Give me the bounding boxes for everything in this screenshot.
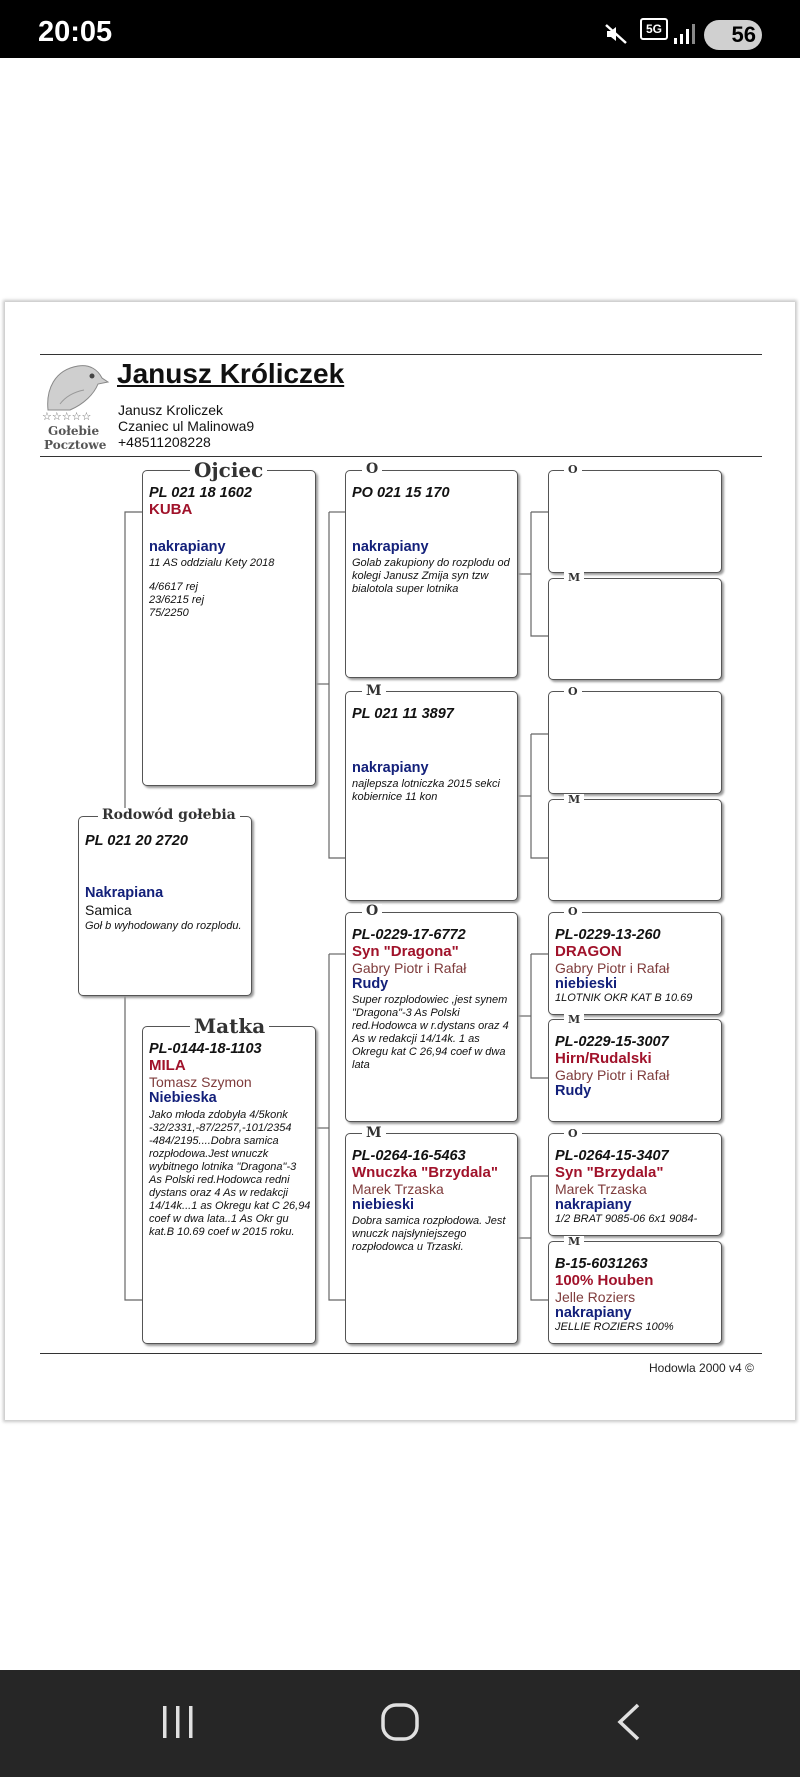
mmf-breeder: Marek Trzaska xyxy=(555,1181,647,1197)
ffm-empty-card[interactable] xyxy=(548,578,722,680)
father-mother-ring: PL 021 11 3897 xyxy=(352,706,454,722)
father-father-ring: PO 021 15 170 xyxy=(352,485,450,501)
mfm-name: Hirn/Rudalski xyxy=(555,1050,652,1067)
father-desc-1: 11 AS oddzialu Kety 2018 xyxy=(149,557,275,569)
owner-phone: +48511208228 xyxy=(118,434,211,450)
mother-mother-breeder: Marek Trzaska xyxy=(352,1181,444,1197)
mfm-m-label: M xyxy=(564,1014,584,1025)
father-father-o-label: O xyxy=(362,462,382,476)
mother-ring: PL-0144-18-1103 xyxy=(149,1041,262,1057)
mff-desc: 1LOTNIK OKR KAT B 10.69 xyxy=(555,992,693,1004)
mother-label: Matka xyxy=(190,1016,269,1036)
mother-father-card[interactable] xyxy=(345,912,518,1122)
father-father-card[interactable] xyxy=(345,470,518,678)
fmo-o-label: O xyxy=(564,686,582,697)
mff-breeder: Gabry Piotr i Rafał xyxy=(555,960,670,976)
mmf-color: nakrapiany xyxy=(555,1197,632,1213)
subject-color: Nakrapiana xyxy=(85,885,164,901)
mother-mother-ring: PL-0264-16-5463 xyxy=(352,1148,466,1164)
mmf-card[interactable] xyxy=(548,1133,722,1236)
mmm-card[interactable] xyxy=(548,1241,722,1344)
recent-apps-button[interactable] xyxy=(158,1702,198,1742)
mother-father-breeder: Gabry Piotr i Rafał xyxy=(352,960,467,976)
mmf-desc: 1/2 BRAT 9085-06 6x1 9084- xyxy=(555,1213,698,1225)
mother-mother-desc: Dobra samica rozpłodowa. Jest wnuczk najsłyniejszego rozpłodowca u Trzaski. xyxy=(352,1215,506,1253)
mother-father-desc: Super rozplodowiec ,jest synem "Dragona"-3 As Polski red.Hodowca w r.dystans oraz 4 As w redakcji 14/14k. 1 as Okregu kat C 26,94 coef w dwa lata xyxy=(352,994,509,1071)
mmf-ring: PL-0264-15-3407 xyxy=(555,1148,669,1164)
footer-credit: Hodowla 2000 v4 © xyxy=(649,1361,754,1375)
navigation-bar xyxy=(0,1670,800,1777)
subject-desc: Goł b wyhodowany do rozplodu. xyxy=(85,920,242,932)
father-card[interactable] xyxy=(142,470,316,786)
mother-mother-m-label: M xyxy=(362,1126,386,1140)
father-ring: PL 021 18 1602 xyxy=(149,485,252,501)
fmm-empty-card[interactable] xyxy=(548,799,722,901)
mmm-ring: B-15-6031263 xyxy=(555,1256,648,1272)
mff-o-label: O xyxy=(564,906,582,917)
mff-ring: PL-0229-13-260 xyxy=(555,927,661,943)
father-father-color: nakrapiany xyxy=(352,539,429,555)
father-father-desc: Golab zakupiony do rozplodu od kolegi Janusz Zmija syn tzw bialotola super lotnika xyxy=(352,557,510,595)
mother-mother-color: niebieski xyxy=(352,1197,415,1213)
mother-desc: Jako młoda zdobyła 4/5konk -32/2331,-87/2257,-101/2354 -484/2195....Dobra samica rozpłodowa.Jest wnuczk wybitnego lotnika "Dragona"-3 As Polski red.Hodowca redni dystans oraz 4 As w redakcji 14/14k...1 as Okregu kat C 26,94 coef w dwa lata..1 As Okr gu kat.B 10.69 coef w 2015 roku. xyxy=(149,1109,311,1238)
mother-father-ring: PL-0229-17-6772 xyxy=(352,927,466,943)
logo-line2: Pocztowe xyxy=(44,438,107,452)
father-label: Ojciec xyxy=(190,460,267,480)
mmf-name: Syn "Brzydala" xyxy=(555,1164,664,1181)
mother-card[interactable] xyxy=(142,1026,316,1344)
mff-color: niebieski xyxy=(555,976,618,992)
father-mother-card[interactable] xyxy=(345,691,518,901)
back-button[interactable] xyxy=(610,1702,650,1742)
subject-ring: PL 021 20 2720 xyxy=(85,833,188,849)
subject-card[interactable] xyxy=(78,816,252,996)
father-color: nakrapiany xyxy=(149,539,226,555)
father-mother-color: nakrapiany xyxy=(352,760,429,776)
fmo-empty-card[interactable] xyxy=(548,691,722,794)
mmm-name: 100% Houben xyxy=(555,1272,654,1289)
father-desc-2: 4/6617 rej xyxy=(149,581,198,593)
mfm-card[interactable] xyxy=(548,1019,722,1122)
mmf-o-label: O xyxy=(564,1128,582,1139)
mfm-breeder: Gabry Piotr i Rafał xyxy=(555,1067,670,1083)
mmm-color: nakrapiany xyxy=(555,1305,632,1321)
mother-color: Niebieska xyxy=(149,1090,217,1106)
pedigree-label: Rodowód gołebia xyxy=(98,808,240,822)
owner-address: Czaniec ul Malinowa9 xyxy=(118,418,255,434)
mother-mother-card[interactable] xyxy=(345,1133,518,1344)
mmm-desc: JELLIE ROZIERS 100% xyxy=(555,1321,674,1333)
home-button[interactable] xyxy=(380,1702,420,1742)
subject-sex: Samica xyxy=(85,902,132,918)
mmm-m-label: M xyxy=(564,1236,584,1247)
page-title: Janusz Króliczek xyxy=(117,358,345,389)
network-5g-icon: 5G xyxy=(640,18,668,40)
battery-level: 56 xyxy=(731,22,756,47)
father-name: KUBA xyxy=(149,501,193,518)
mfm-ring: PL-0229-15-3007 xyxy=(555,1034,669,1050)
ffo-empty-card[interactable] xyxy=(548,470,722,573)
clock: 20:05 xyxy=(38,16,113,48)
mother-name: MILA xyxy=(149,1057,186,1074)
mfm-color: Rudy xyxy=(555,1083,592,1099)
ffm-m-label: M xyxy=(564,572,584,583)
mff-card[interactable] xyxy=(548,912,722,1015)
father-mother-desc: najlepsza lotniczka 2015 sekci kobiernice 11 kon xyxy=(352,778,500,803)
father-mother-m-label: M xyxy=(362,684,386,698)
mff-name: DRAGON xyxy=(555,943,622,960)
fmm-m-label: M xyxy=(564,794,584,805)
logo-stars: ☆☆☆☆☆ xyxy=(42,411,92,423)
mother-father-name: Syn "Dragona" xyxy=(352,943,459,960)
mother-breeder: Tomasz Szymon xyxy=(149,1074,252,1090)
mother-mother-name: Wnuczka "Brzydala" xyxy=(352,1164,498,1181)
mmm-breeder: Jelle Roziers xyxy=(555,1289,636,1305)
father-desc-4: 75/2250 xyxy=(149,607,189,619)
mother-father-color: Rudy xyxy=(352,976,389,992)
owner-name: Janusz Kroliczek xyxy=(118,402,224,418)
ffo-o-label: O xyxy=(564,464,582,475)
mother-father-o-label: O xyxy=(362,904,382,918)
logo-line1: Gołebie xyxy=(48,424,100,438)
father-desc-3: 23/6215 rej xyxy=(149,594,205,606)
